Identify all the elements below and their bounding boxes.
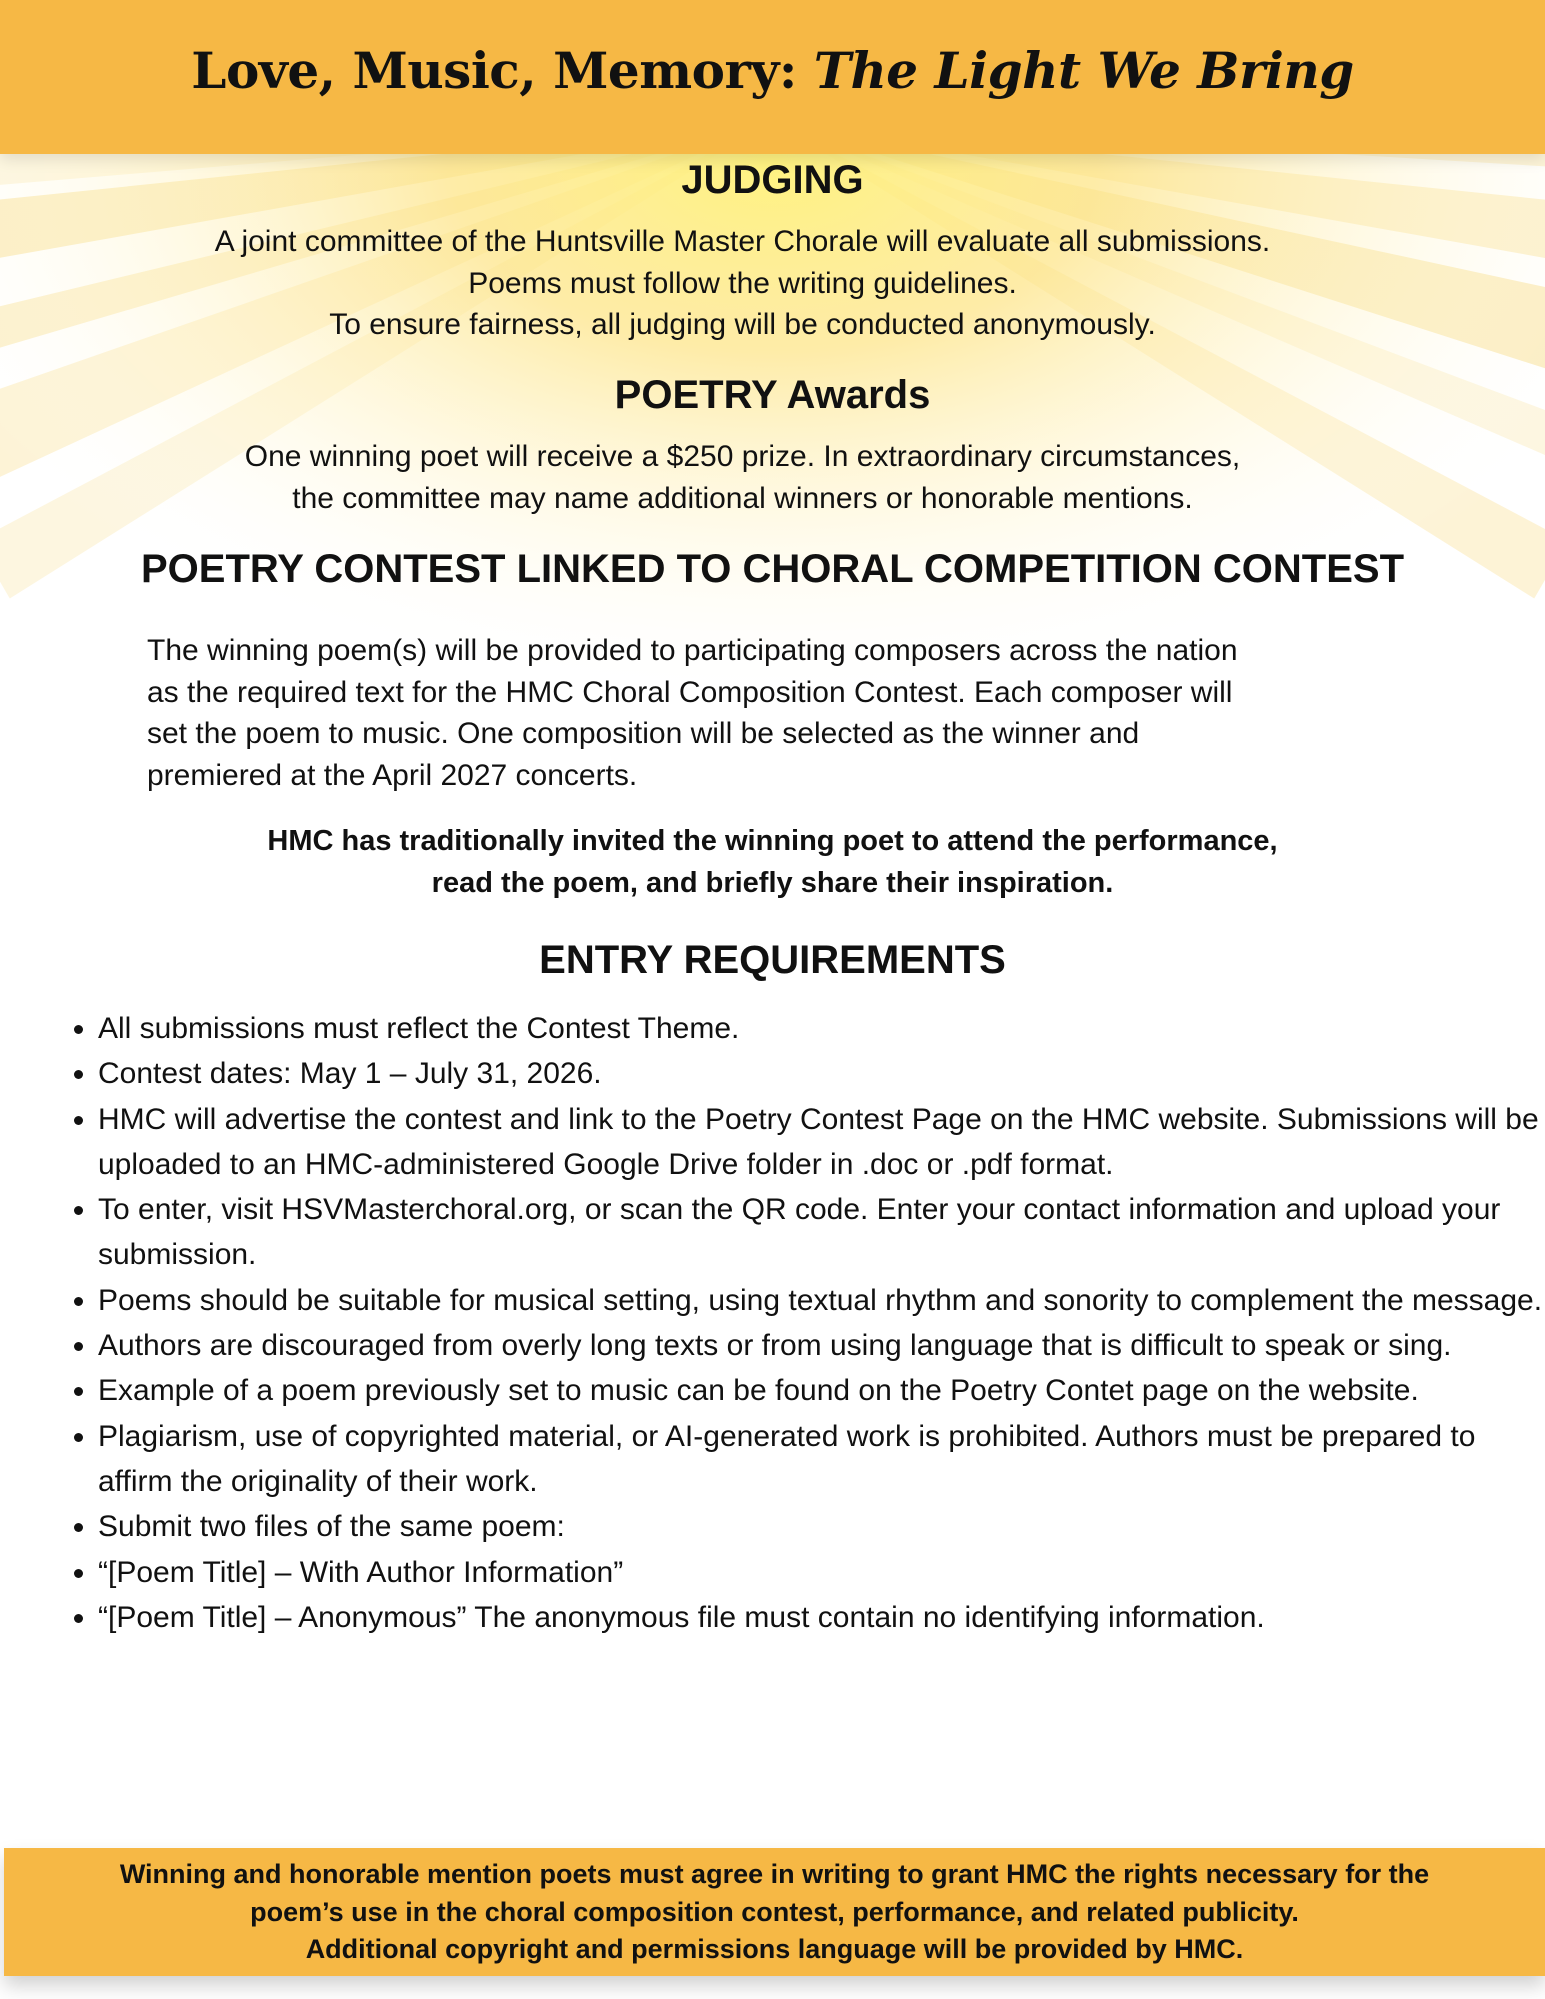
page-title-main: Love, Music, Memory:: [191, 40, 814, 100]
judging-text: [0, 221, 1485, 346]
performance-note: [0, 820, 1545, 904]
list-item: • Example of a poem previously set to music can be found on the Poetry Contet page on the website.: [98, 1368, 1545, 1413]
list-item: • Plagiarism, use of copyrighted material, or AI-generated work is prohibited. Authors must be prepared to affirm the originality of their work.: [98, 1414, 1545, 1505]
linked-text: [147, 630, 1407, 796]
awards-text: [0, 436, 1485, 519]
rights-notice-banner: [4, 1848, 1545, 1976]
judging-line: A joint committee of the Huntsville Master Chorale will evaluate all submissions.: [214, 225, 1271, 258]
linked-line: set the poem to music. One composition will be selected as the winner and: [147, 717, 1140, 750]
list-item: • Submit two files of the same poem:: [98, 1504, 1545, 1549]
linked-line: as the required text for the HMC Choral Composition Contest. Each composer will: [147, 675, 1233, 709]
rights-line: Winning and honorable mention poets must agree in writing to grant HMC the rights necessary for the: [119, 1859, 1430, 1889]
list-item: • All submissions must reflect the Contest Theme.: [98, 1006, 1545, 1051]
awards-line: the committee may name additional winners or honorable mentions.: [292, 481, 1193, 515]
list-item: • Authors are discouraged from overly long texts or from using language that is difficult to speak or sing.: [98, 1323, 1545, 1368]
page-title-italic: The Light We Bring: [813, 40, 1354, 100]
entry-heading: ENTRY REQUIREMENTS: [539, 938, 1006, 982]
rights-line: poem’s use in the choral composition contest, performance, and related publicity.: [250, 1896, 1299, 1927]
list-item: • “[Poem Title] – With Author Information”: [98, 1550, 1545, 1595]
linked-line: The winning poem(s) will be provided to participating composers across the nation: [147, 634, 1238, 667]
note-line: HMC has traditionally invited the winning poet to attend the performance,: [267, 825, 1278, 857]
judging-line: To ensure fairness, all judging will be conducted anonymously.: [329, 308, 1156, 341]
list-item: • Poems should be suitable for musical setting, using textual rhythm and sonority to complement the message.: [98, 1278, 1545, 1323]
page-title: [191, 41, 1353, 100]
note-line: read the poem, and briefly share their inspiration.: [431, 867, 1114, 899]
list-item: • HMC will advertise the contest and link to the Poetry Contest Page on the HMC website. Submissions will be uploaded to an HMC-administered Google Drive folder in .doc or .pdf format.: [98, 1097, 1545, 1188]
title-banner: [0, 0, 1545, 154]
linked-heading: POETRY CONTEST LINKED TO CHORAL COMPETITION CONTEST: [140, 547, 1405, 591]
awards-heading: POETRY Awards: [614, 373, 931, 417]
list-item: • Contest dates: May 1 – July 31, 2026.: [98, 1051, 1545, 1096]
judging-line: Poems must follow the writing guidelines.: [468, 266, 1017, 300]
list-item: • “[Poem Title] – Anonymous” The anonymous file must contain no identifying information.: [98, 1595, 1545, 1640]
rights-line: Additional copyright and permissions language will be provided by HMC.: [305, 1934, 1244, 1964]
entry-requirements-list: [60, 1006, 1545, 1640]
judging-heading: JUDGING: [681, 158, 864, 202]
awards-line: One winning poet will receive a $250 prize. In extraordinary circumstances,: [244, 440, 1241, 473]
linked-line: premiered at the April 2027 concerts.: [147, 758, 638, 792]
list-item: • To enter, visit HSVMasterchoral.org, or scan the QR code. Enter your contact information and upload your submission.: [98, 1187, 1545, 1278]
